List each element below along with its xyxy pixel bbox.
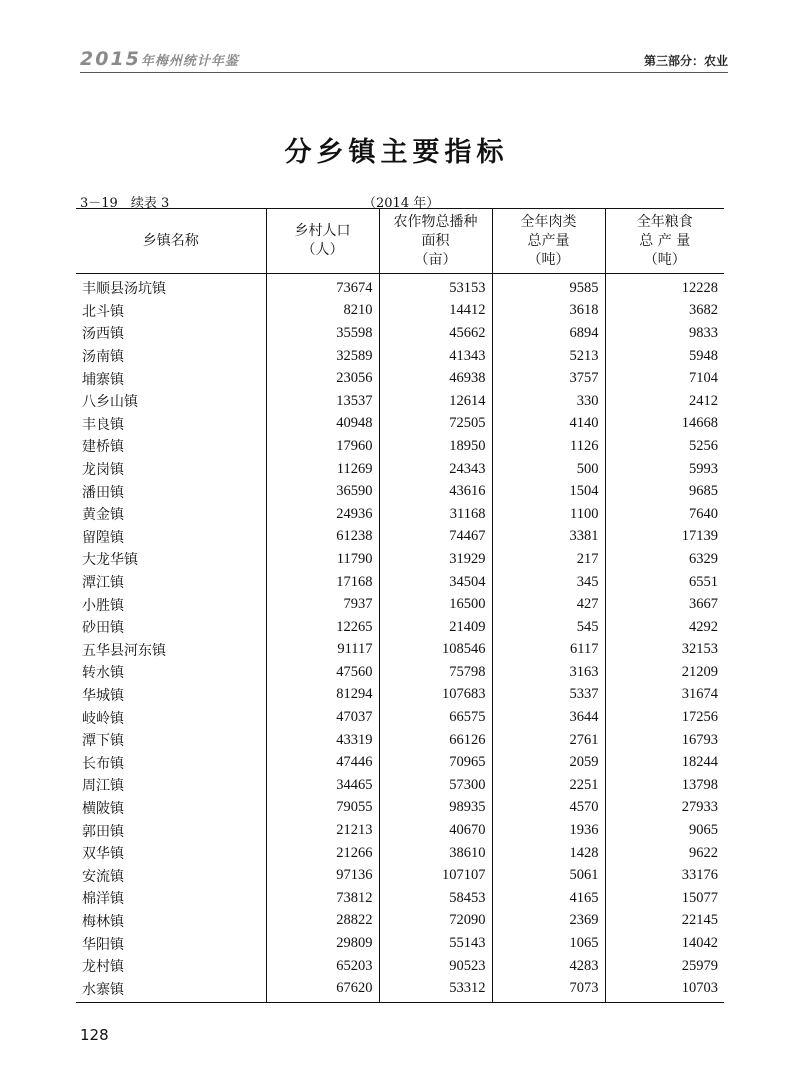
table-row	[76, 413, 724, 436]
cell-rural-population: 97136	[266, 864, 379, 887]
cell-town-name: 华城镇	[82, 687, 124, 704]
cell-town-name: 丰顺县汤坑镇	[82, 281, 166, 298]
cell-town-name: 北斗镇	[82, 303, 124, 320]
cell-town-name: 砂田镇	[82, 620, 124, 637]
cell-meat-output: 4165	[492, 887, 605, 910]
cell-total-sown-area: 38610	[379, 842, 492, 865]
cell-grain-output: 3682	[605, 300, 724, 323]
column-header-town-name	[76, 209, 266, 274]
column-header-line: 乡村人口	[294, 223, 351, 239]
cell-grain-output: 7104	[605, 367, 724, 390]
cell-town-name: 周江镇	[82, 778, 124, 795]
cell-rural-population: 17168	[266, 571, 379, 594]
table-row	[76, 526, 724, 549]
table-row	[76, 480, 724, 503]
table-row	[76, 503, 724, 526]
table-row	[76, 367, 724, 390]
column-header-line: 面积	[421, 232, 450, 249]
cell-total-sown-area: 57300	[379, 774, 492, 797]
cell-meat-output: 1504	[492, 480, 605, 503]
cell-meat-output: 1100	[492, 503, 605, 526]
cell-town-name: 岐岭镇	[82, 710, 124, 727]
cell-town-name: 郭田镇	[82, 823, 124, 840]
cell-rural-population: 36590	[266, 480, 379, 503]
table-number: 3－19 续表 3	[80, 196, 170, 211]
section-name: 第三部分：农业	[643, 54, 728, 68]
cell-meat-output: 6894	[492, 322, 605, 345]
cell-grain-output: 4292	[605, 616, 724, 639]
cell-total-sown-area: 107107	[379, 864, 492, 887]
cell-total-sown-area: 74467	[379, 526, 492, 549]
cell-meat-output: 2369	[492, 910, 605, 933]
table-row	[76, 571, 724, 594]
column-header-line: 全年肉类	[520, 213, 577, 230]
cell-grain-output: 16793	[605, 729, 724, 752]
cell-grain-output: 14668	[605, 413, 724, 436]
cell-total-sown-area: 108546	[379, 639, 492, 662]
cell-meat-output: 345	[492, 571, 605, 594]
table-row	[76, 322, 724, 345]
table-row	[76, 819, 724, 842]
cell-total-sown-area: 55143	[379, 932, 492, 955]
column-header-line: 总产量	[527, 232, 570, 249]
cell-grain-output: 10703	[605, 977, 724, 1002]
cell-total-sown-area: 14412	[379, 300, 492, 323]
cell-rural-population: 35598	[266, 322, 379, 345]
cell-town-name: 丰良镇	[82, 416, 124, 433]
cell-grain-output: 5948	[605, 345, 724, 368]
cell-grain-output: 9622	[605, 842, 724, 865]
cell-total-sown-area: 41343	[379, 345, 492, 368]
cell-total-sown-area: 31168	[379, 503, 492, 526]
cell-meat-output: 217	[492, 548, 605, 571]
cell-town-name: 潭江镇	[82, 575, 124, 592]
cell-grain-output: 14042	[605, 932, 724, 955]
cell-town-name: 埔寨镇	[82, 371, 124, 388]
cell-total-sown-area: 75798	[379, 661, 492, 684]
cell-meat-output: 330	[492, 390, 605, 413]
cell-rural-population: 47037	[266, 706, 379, 729]
cell-total-sown-area: 66575	[379, 706, 492, 729]
cell-meat-output: 1936	[492, 819, 605, 842]
column-header-rural-population	[266, 209, 379, 274]
cell-rural-population: 47446	[266, 751, 379, 774]
cell-grain-output: 27933	[605, 797, 724, 820]
table-row	[76, 977, 724, 1002]
cell-town-name: 汤南镇	[82, 349, 124, 366]
cell-rural-population: 65203	[266, 955, 379, 978]
cell-total-sown-area: 40670	[379, 819, 492, 842]
cell-town-name: 小胜镇	[82, 597, 124, 614]
table-row	[76, 955, 724, 978]
cell-rural-population: 23056	[266, 367, 379, 390]
cell-rural-population: 67620	[266, 977, 379, 1002]
yearbook-name: 年梅州统计年鉴	[140, 54, 239, 69]
cell-meat-output: 2059	[492, 751, 605, 774]
cell-total-sown-area: 72505	[379, 413, 492, 436]
cell-town-name: 留隍镇	[82, 529, 124, 546]
cell-meat-output: 3757	[492, 367, 605, 390]
cell-meat-output: 5337	[492, 684, 605, 707]
cell-town-name: 龙岗镇	[82, 462, 124, 479]
cell-total-sown-area: 90523	[379, 955, 492, 978]
cell-meat-output: 3618	[492, 300, 605, 323]
yearbook-year: 2015	[80, 48, 141, 70]
cell-rural-population: 17960	[266, 435, 379, 458]
cell-meat-output: 4283	[492, 955, 605, 978]
cell-town-name: 双华镇	[82, 846, 124, 863]
cell-rural-population: 47560	[266, 661, 379, 684]
cell-town-name: 转水镇	[82, 665, 124, 682]
cell-total-sown-area: 45662	[379, 322, 492, 345]
cell-town-name: 横陂镇	[82, 800, 124, 817]
cell-town-name: 棉洋镇	[82, 891, 124, 908]
cell-total-sown-area: 70965	[379, 751, 492, 774]
cell-meat-output: 1428	[492, 842, 605, 865]
column-header-line: （吨）	[643, 251, 686, 268]
table-row	[76, 932, 724, 955]
table-row	[76, 548, 724, 571]
cell-rural-population: 11790	[266, 548, 379, 571]
page-title: 分乡镇主要指标	[284, 137, 509, 168]
cell-meat-output: 427	[492, 593, 605, 616]
column-header-line: 全年粮食	[636, 213, 693, 230]
yearbook-title	[80, 48, 239, 70]
cell-meat-output: 6117	[492, 639, 605, 662]
cell-grain-output: 7640	[605, 503, 724, 526]
cell-grain-output: 2412	[605, 390, 724, 413]
cell-rural-population: 8210	[266, 300, 379, 323]
cell-grain-output: 31674	[605, 684, 724, 707]
cell-rural-population: 73812	[266, 887, 379, 910]
table-row	[76, 593, 724, 616]
cell-meat-output: 5061	[492, 864, 605, 887]
cell-meat-output: 500	[492, 458, 605, 481]
cell-grain-output: 15077	[605, 887, 724, 910]
table-row	[76, 639, 724, 662]
cell-grain-output: 12228	[605, 274, 724, 300]
cell-rural-population: 24936	[266, 503, 379, 526]
column-header-line: 农作物总播种	[393, 213, 478, 230]
cell-rural-population: 34465	[266, 774, 379, 797]
column-header-line: 乡镇名称	[142, 232, 199, 249]
cell-town-name: 长布镇	[82, 755, 124, 772]
cell-grain-output: 9833	[605, 322, 724, 345]
table-header-row	[76, 209, 724, 274]
cell-meat-output: 3381	[492, 526, 605, 549]
cell-grain-output: 6329	[605, 548, 724, 571]
cell-town-name: 华阳镇	[82, 936, 124, 953]
page-number: 128	[80, 1026, 109, 1044]
table-row	[76, 864, 724, 887]
cell-rural-population: 13537	[266, 390, 379, 413]
cell-rural-population: 61238	[266, 526, 379, 549]
cell-grain-output: 5993	[605, 458, 724, 481]
cell-grain-output: 17139	[605, 526, 724, 549]
cell-grain-output: 3667	[605, 593, 724, 616]
cell-rural-population: 21213	[266, 819, 379, 842]
column-header-line: （亩）	[414, 251, 457, 268]
cell-town-name: 梅林镇	[82, 913, 124, 930]
cell-grain-output: 25979	[605, 955, 724, 978]
table-row	[76, 661, 724, 684]
cell-total-sown-area: 31929	[379, 548, 492, 571]
header-rule	[80, 72, 728, 73]
cell-grain-output: 21209	[605, 661, 724, 684]
cell-rural-population: 28822	[266, 910, 379, 933]
cell-grain-output: 13798	[605, 774, 724, 797]
cell-town-name: 八乡山镇	[82, 394, 138, 411]
cell-rural-population: 40948	[266, 413, 379, 436]
column-header-line: （人）	[301, 242, 344, 258]
cell-total-sown-area: 12614	[379, 390, 492, 413]
table-row	[76, 458, 724, 481]
cell-total-sown-area: 16500	[379, 593, 492, 616]
column-header-grain-output	[605, 209, 724, 274]
cell-town-name: 龙村镇	[82, 959, 124, 976]
cell-rural-population: 29809	[266, 932, 379, 955]
table-row	[76, 751, 724, 774]
cell-grain-output: 17256	[605, 706, 724, 729]
table-row	[76, 797, 724, 820]
cell-total-sown-area: 46938	[379, 367, 492, 390]
cell-grain-output: 6551	[605, 571, 724, 594]
table-row	[76, 842, 724, 865]
cell-town-name: 大龙华镇	[82, 552, 138, 569]
cell-rural-population: 11269	[266, 458, 379, 481]
table-row	[76, 274, 724, 300]
cell-meat-output: 9585	[492, 274, 605, 300]
table-row	[76, 684, 724, 707]
cell-town-name: 建桥镇	[82, 439, 124, 456]
table-row	[76, 616, 724, 639]
table-row	[76, 774, 724, 797]
cell-town-name: 安流镇	[82, 868, 124, 885]
cell-meat-output: 4570	[492, 797, 605, 820]
cell-rural-population: 12265	[266, 616, 379, 639]
table-body	[76, 274, 724, 1003]
table-row	[76, 390, 724, 413]
cell-meat-output: 7073	[492, 977, 605, 1002]
cell-total-sown-area: 43616	[379, 480, 492, 503]
cell-meat-output: 2761	[492, 729, 605, 752]
cell-rural-population: 79055	[266, 797, 379, 820]
table-row	[76, 300, 724, 323]
cell-total-sown-area: 107683	[379, 684, 492, 707]
cell-meat-output: 4140	[492, 413, 605, 436]
cell-meat-output: 545	[492, 616, 605, 639]
cell-rural-population: 32589	[266, 345, 379, 368]
cell-grain-output: 18244	[605, 751, 724, 774]
cell-rural-population: 81294	[266, 684, 379, 707]
column-header-total-sown-area	[379, 209, 492, 274]
cell-total-sown-area: 98935	[379, 797, 492, 820]
cell-total-sown-area: 18950	[379, 435, 492, 458]
cell-total-sown-area: 58453	[379, 887, 492, 910]
cell-grain-output: 5256	[605, 435, 724, 458]
cell-town-name: 黄金镇	[82, 507, 124, 524]
cell-grain-output: 33176	[605, 864, 724, 887]
table-row	[76, 729, 724, 752]
cell-total-sown-area: 34504	[379, 571, 492, 594]
cell-town-name: 潘田镇	[82, 484, 124, 501]
cell-grain-output: 9685	[605, 480, 724, 503]
cell-town-name: 汤西镇	[82, 326, 124, 343]
column-header-meat-output	[492, 209, 605, 274]
cell-town-name: 五华县河东镇	[82, 642, 166, 659]
cell-meat-output: 3644	[492, 706, 605, 729]
cell-grain-output: 9065	[605, 819, 724, 842]
cell-total-sown-area: 21409	[379, 616, 492, 639]
table-row	[76, 910, 724, 933]
cell-meat-output: 3163	[492, 661, 605, 684]
table-year: （2014 年）	[363, 196, 440, 211]
cell-grain-output: 32153	[605, 639, 724, 662]
cell-meat-output: 2251	[492, 774, 605, 797]
cell-rural-population: 73674	[266, 274, 379, 300]
cell-total-sown-area: 53312	[379, 977, 492, 1002]
table-row	[76, 706, 724, 729]
cell-rural-population: 43319	[266, 729, 379, 752]
cell-total-sown-area: 53153	[379, 274, 492, 300]
cell-total-sown-area: 66126	[379, 729, 492, 752]
column-header-line: 总 产 量	[639, 232, 691, 249]
table-row	[76, 887, 724, 910]
cell-grain-output: 22145	[605, 910, 724, 933]
cell-town-name: 潭下镇	[82, 733, 124, 750]
page-header	[80, 42, 728, 76]
cell-town-name: 水寨镇	[76, 977, 266, 1002]
cell-rural-population: 91117	[266, 639, 379, 662]
table-row	[76, 345, 724, 368]
cell-meat-output: 5213	[492, 345, 605, 368]
table-row	[76, 435, 724, 458]
cell-meat-output: 1126	[492, 435, 605, 458]
cell-total-sown-area: 72090	[379, 910, 492, 933]
cell-total-sown-area: 24343	[379, 458, 492, 481]
cell-rural-population: 21266	[266, 842, 379, 865]
town-indicators-table	[76, 208, 724, 1003]
column-header-line: （吨）	[527, 251, 570, 268]
cell-meat-output: 1065	[492, 932, 605, 955]
cell-rural-population: 7937	[266, 593, 379, 616]
